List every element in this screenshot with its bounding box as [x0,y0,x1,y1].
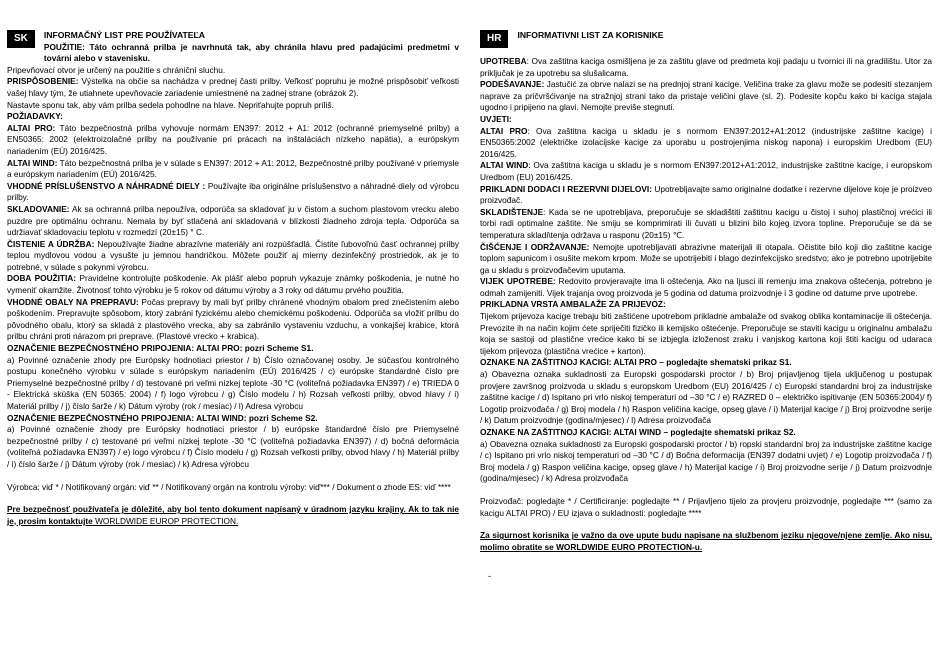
section-lifetime-sk: DOBA POUŽITIA: Pravidelne kontrolujte poškodenie. Ak plášť alebo popruh vykazuje známky poškodenia, je nutné ho vymeniť okamžite. Životnosť tohto výrobku je 5 rokov od dátumu výroby a 3 roky od dátumu prvého použitia. [7,273,459,296]
producer-note-sk: Výrobca: viď * / Notifikovaný orgán: viď ** / Notifikovaný orgán na kontrolu výroby: viď*** / Dokument o zhode ES: viď **** [7,481,451,492]
section-pro-sk: ALTAI PRO: Táto bezpečnostná prilba vyhovuje normám EN397: 2012 + A1: 2012 (ochranné priemyselné prilby) a EN50365: 2002 (elektroizolačné prilby na používanie pri prácach na inštaláciách nízkeho napätia), a európskym nariadením (EÚ) 2016/425. [7,122,459,156]
section-packaging-sk: VHODNÉ OBALY NA PREPRAVU: Počas prepravy by mali byť prilby chránené vhodným obalom pred znečistením alebo poškodením. Prepravujte spôsobom, ktorý zabráni fyzickému alebo chemickému poškodeniu. Odporúča sa vložiť prilbu do pôvodného obalu, ktorý sa skladá z plastového vrecka, aby sa zabránilo vystaveniu vzduchu, a vonkajšej krabice, ktorá prilbu chráni proti nárazom pri preprave. (Plastové vrecko + krabica). [7,296,460,342]
section-storage-sk: SKLADOVANIE: Ak sa ochranná prilba nepoužíva, odporúča sa skladovať ju v čistom a suchom plastovom vrecku alebo puzdre pre optimálnu ochranu. Nemala by byť stlačená ani skladovaná v blízkosti žiadneho zdroja tepla. Odporúča sa udržiavať skladovaciu teplotu v rozmedzí (20±15) ° C. [7,203,459,238]
column-sk [7,30,459,527]
language-badge-sk: SK [7,30,35,48]
section-wind-sk: ALTAI WIND: Táto bezpečnostná prilba je v súlade s EN397: 2012 + A1: 2012, Bezpečnostné prilby používané v priemysle a európskym nariadením (EÚ) 2016/425. [7,157,459,180]
footer-company-sk: WORLDWIDE EUROP PROTECTION. [92,515,239,526]
section-cleaning-sk: ČISTENIE A ÚDRŽBA: Nepoužívajte žiadne abrazívne materiály ani rozpúšťadlá. Čistite ľubovoľnú časť ochrannej prilby teplou mydlovou vodou a vysušte ju jemnou handričkou. Môžete použiť aj mierny dezinfekčný prostriedok, ak je to potrebné, v súlade s pokynmi výrobcu. [7,238,459,272]
section-requirements-heading-sk: POŽIADAVKY: [7,111,63,122]
section-conditions-heading-hr: UVJETI: [480,113,512,124]
section-marking-wind-sk: a) Povinné označenie zhody pre Európsky hodnotiaci priestor / b) európske štandardné číslo pre Priemyselné bezpečnostné prilby / c) testované pri veľmi nízkej teplote -30 °C (voliteľná požiadavka EN397) / d) bočná deformácia (voliteľná požiadavka EN397) / e) logo výrobcu / f) Číslo modelu / g) Rozsah veľkosti prilby, obvod hlavy / h) Materiál prilby / i) číslo šarže / j) Dátum výroby (rok / mesiac) / k) Adresa výrobcu [7,424,459,469]
intro-use-sk: POUŽITIE: Táto ochranná prilba je navrhnutá tak, aby chránila hlavu pred padajúcimi predmetmi v továrni alebo v stavenisku. [43,41,459,64]
footer-note-hr: Za sigurnost korisnika je važno da ove upute budu napisane na službenom jeziku njegove/njene zemlje. Ako nisu, molimo obratite se WORLDWIDE EURO PROTECTION-u. [480,530,932,552]
language-badge-hr: HR [480,30,508,48]
section-adjust-note-sk: Nastavte sponu tak, aby vám prilba sedela pohodlne na hlave. Nepriťahujte popruh príliš. [7,99,334,110]
section-accessories-hr: PRIKLADNI DODACI I REZERVNI DIJELOVI: Upotrebljavajte samo originalne dodatke i rezervne dijelove koje je proizveo proizvođač. [480,183,932,206]
section-accessories-sk: VHODNÉ PRÍSLUŠENSTVO A NÁHRADNÉ DIELY : Používajte iba originálne príslušenstvo a náhradné diely od výrobcu prilby. [7,180,459,203]
title-hr: INFORMATIVNI LIST ZA KORISNIKE [517,30,664,40]
stray-dash-mark: - [488,571,491,581]
section-packaging-heading-hr: PRIKLADNA VRSTA AMBALAŽE ZA PRIJEVOZ: [480,299,666,310]
section-storage-hr: SKLADIŠTENJE: Kada se ne upotrebljava, preporučuje se skladištiti zaštitnu kacigu u čistoj i suhoj plastičnoj vrećici ili torbi radi optimalne zaštite. Ne smiju se komprimirati ili čuvati u blizini bilo kojeg izvora topline. Preporučuje se da se temperatura skladi\tenja održava u rasponu (20±15) ℃. [480,206,932,240]
header-sk [7,30,459,65]
producer-note-hr: Proizvođač: pogledajte * / Certificiranje: pogledajte ** / Prijavljeno tijelo za provjeru proizvodnje, pogledajte *** (samo za kacigu ALTAI PRO) / EU izjava o sukladnosti: pogledajte **** [480,495,932,518]
intro-attachment-sk: Pripevňovací otvor je určený na použitie s chrániční sluchu. [7,64,226,75]
section-marking-wind-heading-hr: OZNAKE NA ZAŠTITNOJ KACIGI: ALTAI WIND – pogledajte shematski prikaz S2. [480,427,796,437]
header-hr [480,30,932,48]
section-lifetime-hr: VIJEK UPOTREBE: Redovito provjeravajte ima li oštećenja. Ako na ljusci ili remenju ima znakova oštećenja, potrebno je odmah zamijeniti. Vijek trajanja ovog proizvoda je 5 godina od datuma proizvodnje i 3 godine od datume prve upotrebe. [480,276,932,298]
section-marking-pro-sk: a) Povinné označenie zhody pre Európsky hodnotiaci priestor / b) Číslo označovanej osoby. Je súčasťou kontrolného postupu konečného výrobku v súlade s európskym nariadením (EÚ) 2016/425 / c) európske štandardné číslo pre Priemyselné bezpečnostné prilby / d) testované pri veľmi nízkej teplote -30 °C (voliteľná požiadavka EN397) / e) TRIEDA 0 - Elektrická skúška (EN 50365: 2004) / f) logo výrobcu / g) Číslo modelu / h) Rozsah veľkosti prilby, obvod hlavy / i) Materiál prilby / j) číslo šarže / k) Dátum výroby (rok / mesiac) / l) Adresa výrobcu [7,354,459,411]
section-marking-pro-heading-hr: OZNAKE NA ZAŠTITNOJ KACIGI: ALTAI PRO – pogledajte shematski prikaz S1. [480,357,792,368]
title-sk: INFORMAČNÝ LIST PRE POUŽÍVATEĽA [43,30,205,40]
section-use-hr: UPOTREBA: Ova zaštitna kaciga osmišljena je za zaštitu glave od predmeta koji padaju u tvornici ili na gradilištu. Utor za priključak je za upotrebu sa slušalicama. [480,56,932,78]
section-adjust-sk: PRISPÔSOBENIE: Výstelka na občie sa nachádza v prednej časti prilby. Veľkosť popruhu je možné prispôsobiť veľkosti vašej hlavy tým, že utiahnete upevňovacie zariadenie umiestnené na zadnej strane (obrázok 2). [7,76,459,98]
section-marking-pro-heading-sk: OZNAČENIE BEZPEČNOSTNÉHO PRIPOJENIA: ALTAI PRO: pozri Scheme S1. [7,343,314,354]
section-packaging-hr: Tijekom prijevoza kacige trebaju biti zaštićene upotrebom prikladne ambalaže od svakog oblika kontaminacije ili oštećenja. Prevozite ih na način kojim ćete spriječiti fizičko ili kemijsko oštećenje. Preporučuje se staviti kacigu u originalnu ambalažu koja se sastoji od plastične vrećice kako bi se izbjegla izloženost zraku i vanjskog kartona koji štiti kacigu od udaraca tijekom prijevoza (plastična vrećice + karton). [480,311,932,356]
footer-note-sk: Pre bezpečnosť používateľa je dôležité, aby bol tento dokument napísaný v úradnom jazyku krajiny. Ak to tak nie je, prosim kontaktujte WORLDWIDE EUROP PROTECTION. [7,504,459,526]
section-marking-pro-hr: a) Obavezna oznaka sukladnosti za Europski gospodarski proctor / b) Broj prijavljenog tijela uključenog u postupak provjere završnog proizvoda u skladu s europskom Uredbom (EU) 2016/425 / c) Europski standardni broj za industrijske zaštitne kacige / d) Ispitano pri vrlo niskoj temperaturi od –30 °C / e) RAZRED 0 – električko ispitivanje (EN 50365:2004)/ f) Logotip proizvođača / g) Broj modela / h) Raspon veličina kacige, opseg glave / i) Materijal kacige / j) Broj proizvodne serije / k) Datum proizvodnje (godina/mjesec) / l) Adresa proizvođača [480,369,932,426]
column-hr [480,30,932,553]
section-cleaning-hr: ČIŠĆENJE I ODRŽAVANJE: Nemojte upotrebljavati abrazivne materijali ili otapala. Očistite bilo koji dio zaštitne kacige toplom sapunicom i osušite mekom krpom. Može se upotrijebiti i blago dezinfekcijsko sredstvo; ako je potrebno upotrijebite ga u skladu s proizvođačevim uputama. [480,241,932,275]
section-adjust-hr: PODEŠAVANJE: Jastučić za obrve nalazi se na prednjoj strani kacige. Veličina trake za glavu može se podesiti stezanjem naprave za pričvršćivanje na stražnjoj strani tako da pristaje veličini glave (sl. 2). Podesite kopču kako bi kaciga stajala ugodno i pripijeno na glavi. Nemojte previše stegnuti. [480,79,932,113]
section-marking-wind-heading-sk: OZNAČENIE BEZPEČNOSTNÉHO PRIPOJENIA: ALTAI WIND: pozri Scheme S2. [7,412,318,423]
section-marking-wind-hr: a) Obavezna oznaka sukladnosti za Europski gospodarski proctor / b) ropski standardni broj za industrijske zaštitne kacige / c) Ispitano pri vrlo niskoj temperaturi od –30 °C / d) Bočna deformacija (EN397 dodatni uvjet) / e) Logotip proizvođača / f) Broj modela / g) Raspon veličina kacige, opseg glave / h) Materijal kacige / i) Broj proizvodne serije / j) Datum proizvodnje (godina/mjesec) / k) Adresa proizvođača [480,438,932,484]
section-wind-hr: ALTAI WIND: Ova zaštitna kaciga u skladu je s normom EN397:2012+A1:2012, industrijske zaštitne kacige, i europskom Uredbom (EU) 2016/425. [480,160,932,182]
section-pro-hr: ALTAI PRO: Ova zaštitna kaciga u skladu je s normom EN397:2012+A1:2012 (industrijske zaštitne kacige) i EN50365:2002 (električke izolacijske kacige za uporabu u postrojenjima niskog napona) i europskim Uredbom (EU) 2016/425. [480,125,933,159]
